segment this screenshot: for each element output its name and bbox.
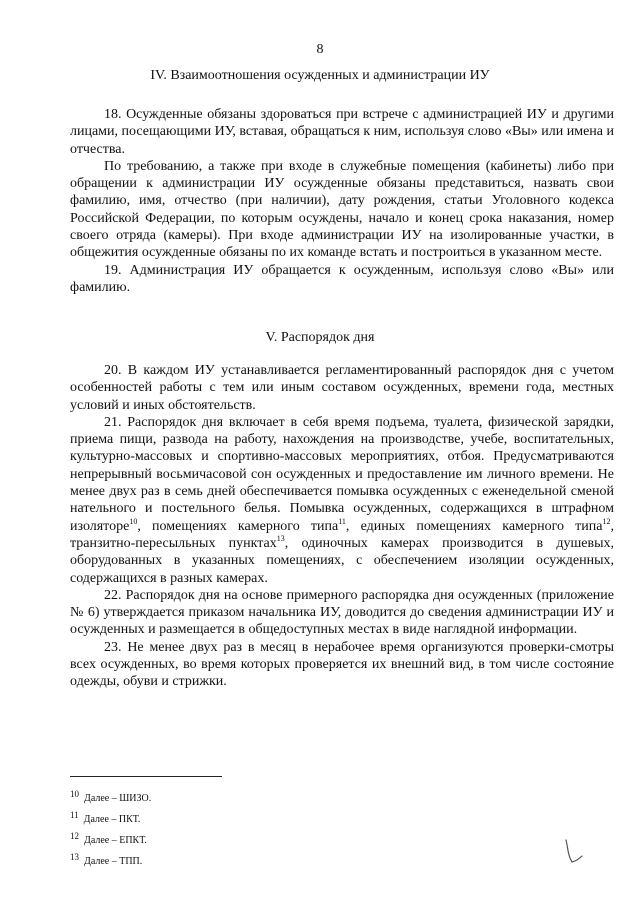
footnote-number: 13 [70,852,79,862]
footnote-10 [70,786,151,807]
footnote-text: Далее – ШИЗО. [84,793,152,804]
paragraph-19: 19. Администрация ИУ обращается к осужденным, используя слово «Вы» или фамилию. [70,262,614,295]
footnote-ref-12: 12 [602,516,611,526]
handwritten-mark-icon [560,836,590,866]
paragraph-18: 18. Осужденные обязаны здороваться при встрече с администрацией ИУ и другими лицами, посещающими ИУ, вставая, обращаться к ним, используя слово «Вы» или имена и отчества. [70,107,614,157]
paragraph-21-text-2: , помещениях камерного типа [137,518,339,534]
paragraph-21-text-5: , одиночных камерах производится в душевых, оборудованных в указанных помещениях, с обеспечением изоляции осужденных, содержащихся в разных камерах. [70,535,614,586]
paragraph-20: 20. В каждом ИУ устанавливается регламентированный распорядок дня с учетом особенностей работы с тем или иным составом осужденных, времени года, местных условий и иных обстоятельств. [70,363,614,413]
section-iv-body [70,106,614,296]
section-v-heading: V. Распорядок дня [265,330,375,345]
footnote-text: Далее – ТПП. [84,856,143,867]
footnote-ref-11: 11 [338,516,346,526]
footnote-ref-13: 13 [276,533,285,543]
paragraph-21-text-4: , транзитно-пересыльных пунктах [70,518,614,551]
footnote-13 [70,849,151,870]
footnote-number: 11 [70,810,79,820]
footnotes [70,786,151,870]
paragraph-18-continued: По требованию, а также при входе в служебные помещения (кабинеты) либо при обращении к администрации ИУ осужденные обязаны представиться, назвать свои фамилию, имя, отчество (при наличии), дату рождения, статьи Уголовного кодекса Российской Федерации, по которым осуждены, начало и конец срока наказания, номер своего отряда (камеры). При входе администрации ИУ на изолированные участки, в общежития осужденные обязаны по их команде встать и построиться в указанном месте. [70,158,614,261]
footnote-11 [70,807,151,828]
footnote-number: 12 [70,831,79,841]
paragraph-21 [70,414,614,587]
section-iv-heading: IV. Взаимоотношения осужденных и администрации ИУ [150,68,490,83]
footnote-separator [70,776,222,777]
footnote-ref-10: 10 [129,516,138,526]
footnote-text: Далее – ПКТ. [83,814,141,825]
footnote-12 [70,828,151,849]
paragraph-23: 23. Не менее двух раз в месяц в нерабочее время организуются проверки-смотры всех осужденных, во время которых проверяется их внешний вид, в том числе состояние одежды, обуви и стрижки. [70,639,614,690]
page-number: 8 [316,42,324,57]
paragraph-21-text-3: , единых помещениях камерного типа [345,518,603,534]
paragraph-21-text-1: 21. Распорядок дня включает в себя время подъема, туалета, физической зарядки, приема пищи, развода на работу, нахождения на производстве, учебе, воспитательных, культурно-массовых и спортивно-массовых мероприятиях, отбоя. Предусматриваются непрерывный восьмичасовой сон осужденных и предоставление им личного времени. Не менее двух раз в семь дней обеспечивается помывка осужденных с еженедельной сменой нательного и постельного белья. Помывка осужденных, содержащихся в штрафном изоляторе [70,414,614,534]
section-v-body [70,362,614,691]
paragraph-22: 22. Распорядок дня на основе примерного распорядка дня осужденных (приложение № 6) утверждается приказом начальника ИУ, доводится до сведения администрации ИУ и осужденных и размещается в общедоступных местах в виде наглядной информации. [70,587,614,638]
footnote-text: Далее – ЕПКТ. [84,835,147,846]
footnote-number: 10 [70,789,79,799]
